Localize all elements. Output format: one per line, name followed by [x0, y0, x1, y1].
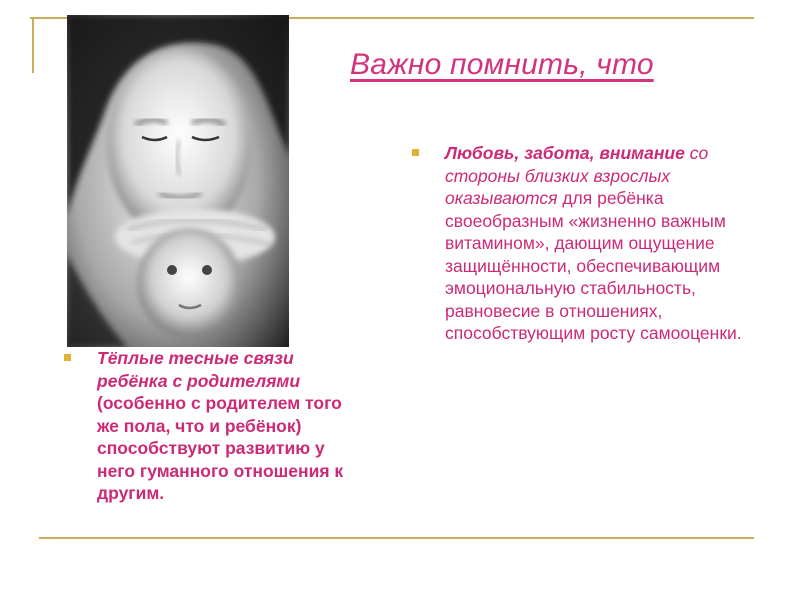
right-bullet-bold-italic: Любовь, забота, внимание: [445, 143, 685, 163]
right-bullet-italic: со стороны близких взрослых оказываются: [445, 143, 709, 208]
photo-illustration: [67, 15, 289, 347]
square-bullet-icon: [412, 149, 419, 156]
right-bullet-item: [412, 142, 757, 345]
slide-title: Важно помнить, что: [350, 48, 654, 81]
left-bullet-italic: Тёплые тесные связи ребёнка с родителями: [97, 348, 301, 391]
square-bullet-icon: [64, 354, 71, 361]
frame-left-line: [32, 17, 34, 73]
right-bullet-text: [445, 142, 757, 345]
left-bullet-rest: (особенно с родителем того же пола, что и ребёнок) способствуют развитию у него гуманного отношения к другим.: [97, 393, 344, 503]
left-bullet-text: [97, 347, 354, 505]
left-bullet-item: [64, 347, 354, 505]
right-bullet-rest: для ребёнка своеобразным «жизненно важным витамином», дающим ощущение защищённости, обеспечивающим эмоциональную стабильность, равновесие в отношениях, способствующим росту самооценки.: [445, 188, 742, 343]
frame-bottom-line: [39, 537, 754, 539]
mother-child-photo: [67, 15, 289, 347]
